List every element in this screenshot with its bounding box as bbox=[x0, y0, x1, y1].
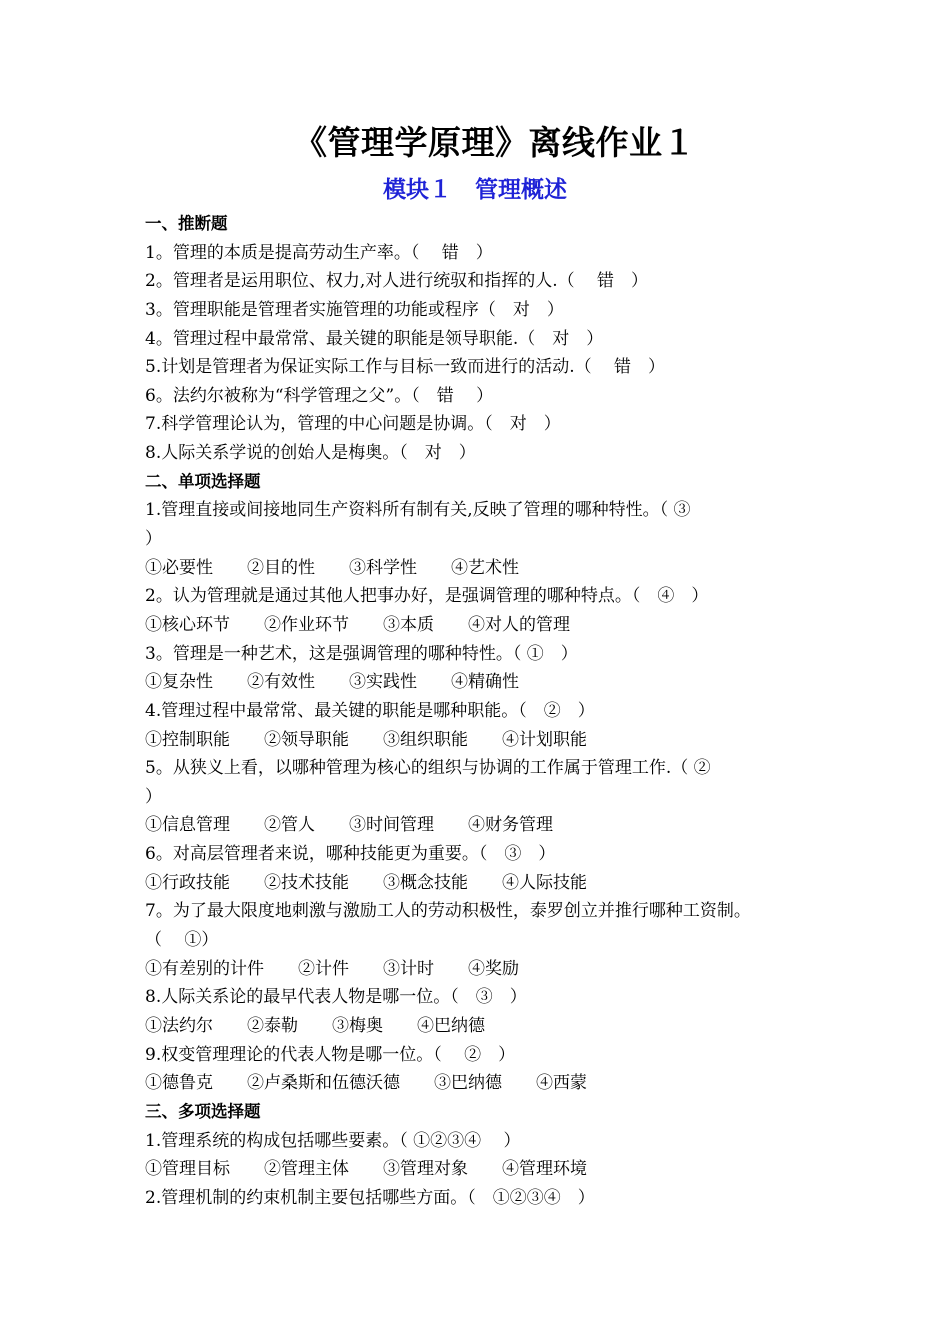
document-body bbox=[145, 210, 815, 1212]
text-line: 7.科学管理论认为，管理的中心问题是协调。（ 对 ） bbox=[145, 414, 561, 435]
text-line: ①行政技能 ②技术技能 ③概念技能 ④人际技能 bbox=[145, 872, 587, 893]
text-line: 4。管理过程中最常常、最关键的职能是领导职能.（ 对 ） bbox=[145, 328, 604, 349]
section-heading: 一、推断题 bbox=[145, 214, 228, 233]
text-line: 6。对高层管理者来说，哪种技能更为重要。（ ③ ） bbox=[145, 844, 556, 865]
text-line: 2。认为管理就是通过其他人把事办好，是强调管理的哪种特点。（ ④ ） bbox=[145, 586, 709, 607]
text-line: ） bbox=[145, 529, 162, 550]
text-line: （ ①） bbox=[145, 930, 219, 951]
text-line: 3。管理职能是管理者实施管理的功能或程序（ 对 ） bbox=[145, 299, 564, 320]
text-line: 9.权变管理理论的代表人物是哪一位。（ ② ） bbox=[145, 1044, 516, 1065]
section-heading: 二、单项选择题 bbox=[145, 471, 261, 491]
text-line: ①必要性 ②目的性 ③科学性 ④艺术性 bbox=[145, 557, 519, 578]
text-line: ①控制职能 ②领导职能 ③组织职能 ④计划职能 bbox=[145, 729, 587, 750]
text-line: ） bbox=[145, 786, 162, 807]
text-line: ①管理目标 ②管理主体 ③管理对象 ④管理环境 bbox=[145, 1159, 587, 1180]
text-line: 3。管理是一种艺术，这是强调管理的哪种特性。（ ① ） bbox=[145, 643, 578, 664]
text-line: ①德鲁克 ②卢桑斯和伍德沃德 ③巴纳德 ④西蒙 bbox=[145, 1073, 587, 1094]
document-title: 《管理学原理》离线作业１ bbox=[294, 123, 696, 162]
text-line: ①复杂性 ②有效性 ③实践性 ④精确性 bbox=[145, 672, 519, 693]
text-line: 1。管理的本质是提高劳动生产率。（ 错 ） bbox=[145, 242, 493, 263]
text-line: 8.人际关系论的最早代表人物是哪一位。（ ③ ） bbox=[145, 987, 527, 1008]
text-line: 2。管理者是运用职位、权力,对人进行统驭和指挥的人.（ 错 ） bbox=[145, 271, 649, 292]
section-heading: 三、多项选择题 bbox=[145, 1101, 261, 1121]
text-line: ①核心环节 ②作业环节 ③本质 ④对人的管理 bbox=[145, 614, 570, 635]
text-line: 4.管理过程中最常常、最关键的职能是哪种职能。（ ② ） bbox=[145, 700, 595, 721]
text-line: 7。为了最大限度地刺激与激励工人的劳动积极性，泰罗创立并推行哪种工资制。 bbox=[145, 901, 751, 922]
text-line: 5.计划是管理者为保证实际工作与目标一致而进行的活动.（ 错 ） bbox=[145, 357, 666, 378]
text-line: 1.管理直接或间接地同生产资料所有制有关,反映了管理的哪种特性。（ ③ bbox=[145, 500, 691, 521]
text-line: ①有差别的计件 ②计件 ③计时 ④奖励 bbox=[145, 958, 519, 979]
text-line: 1.管理系统的构成包括哪些要素。（ ①②③④ ） bbox=[145, 1130, 521, 1151]
module-subtitle: 模块１ 管理概述 bbox=[383, 176, 567, 203]
text-line: ①信息管理 ②管人 ③时间管理 ④财务管理 bbox=[145, 815, 553, 836]
text-line: ①法约尔 ②泰勒 ③梅奥 ④巴纳德 bbox=[145, 1015, 485, 1036]
text-line: 5。从狭义上看，以哪种管理为核心的组织与协调的工作属于管理工作.（ ② bbox=[145, 758, 711, 779]
text-line: 8.人际关系学说的创始人是梅奥。（ 对 ） bbox=[145, 443, 476, 464]
text-line: 6。法约尔被称为“科学管理之父”。（ 错 ） bbox=[145, 385, 494, 406]
text-line: 2.管理机制的约束机制主要包括哪些方面。（ ①②③④ ） bbox=[145, 1187, 595, 1208]
